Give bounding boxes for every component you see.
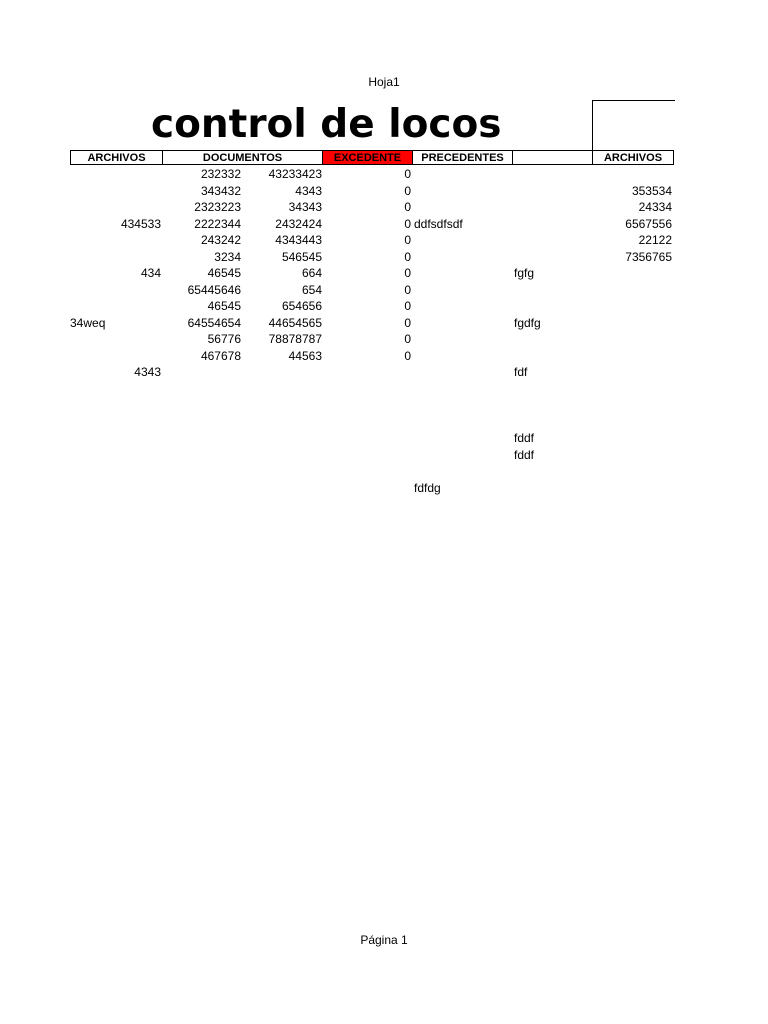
cell-a bbox=[70, 249, 161, 265]
cell-f bbox=[514, 183, 592, 199]
cell-g bbox=[594, 430, 672, 446]
cell-c: 4343443 bbox=[275, 233, 322, 247]
cell-g bbox=[594, 282, 672, 298]
cell-b: 46545 bbox=[207, 266, 241, 280]
cell-c: 654656 bbox=[281, 299, 322, 313]
cell-a bbox=[70, 183, 161, 199]
cell-d: 0 bbox=[404, 216, 411, 231]
cell-c bbox=[242, 480, 322, 496]
cell-a: 4343 bbox=[134, 365, 161, 379]
cell-b: 64554654 bbox=[187, 315, 241, 330]
cell-g bbox=[594, 364, 672, 380]
header-blank bbox=[512, 150, 593, 165]
cell-c bbox=[242, 430, 322, 446]
cell-g bbox=[594, 298, 672, 314]
cell-d: 0 bbox=[404, 249, 411, 264]
cell-f bbox=[514, 480, 592, 496]
cell-a bbox=[70, 199, 161, 215]
cell-e bbox=[414, 282, 512, 298]
cell-e bbox=[414, 249, 512, 265]
cell-d bbox=[322, 463, 411, 479]
header-archivos: ARCHIVOS bbox=[70, 150, 163, 165]
cell-b: 467678 bbox=[200, 348, 241, 363]
cell-a bbox=[70, 414, 161, 430]
cell-g bbox=[594, 480, 672, 496]
cell-d bbox=[322, 480, 411, 496]
cell-g bbox=[594, 463, 672, 479]
cell-g bbox=[594, 414, 672, 430]
cell-b bbox=[162, 430, 241, 446]
cell-a bbox=[70, 397, 161, 413]
cell-c: 2432424 bbox=[275, 216, 322, 231]
cell-c bbox=[242, 381, 322, 397]
cell-e bbox=[414, 348, 512, 364]
cell-c bbox=[242, 364, 322, 380]
cell-g: 24334 bbox=[638, 200, 672, 214]
cell-c: 43233423 bbox=[268, 167, 322, 181]
cell-c: 664 bbox=[301, 266, 322, 280]
cell-e bbox=[414, 298, 512, 314]
cell-a bbox=[70, 348, 161, 364]
cell-b: 65445646 bbox=[187, 282, 241, 297]
cell-e bbox=[414, 183, 512, 199]
cell-c: 546545 bbox=[281, 249, 322, 264]
cell-d: 0 bbox=[404, 282, 411, 297]
cell-g: 353534 bbox=[631, 183, 672, 198]
page-footer: Página 1 bbox=[360, 933, 408, 947]
cell-g: 6567556 bbox=[625, 216, 672, 231]
cell-e bbox=[414, 166, 512, 182]
cell-b bbox=[162, 480, 241, 496]
cell-f bbox=[514, 463, 592, 479]
cell-f bbox=[514, 298, 592, 314]
cell-g bbox=[594, 315, 672, 331]
cell-d bbox=[322, 430, 411, 446]
cell-e bbox=[414, 232, 512, 248]
header-excedente: EXCEDENTE bbox=[322, 150, 413, 165]
cell-c bbox=[242, 447, 322, 463]
cell-d bbox=[322, 414, 411, 430]
cell-a: 34weq bbox=[70, 315, 106, 330]
cell-e bbox=[414, 199, 512, 215]
cell-b: 56776 bbox=[207, 332, 241, 346]
cell-a bbox=[70, 381, 161, 397]
cell-a: 434 bbox=[140, 266, 161, 280]
cell-a bbox=[70, 232, 161, 248]
cell-a bbox=[70, 298, 161, 314]
cell-e bbox=[414, 331, 512, 347]
cell-d bbox=[322, 364, 411, 380]
sheet-name: Hoja1 bbox=[368, 75, 400, 89]
cell-d: 0 bbox=[404, 233, 411, 247]
cell-e bbox=[414, 414, 512, 430]
cell-a bbox=[70, 463, 161, 479]
cell-c: 44654565 bbox=[268, 315, 322, 330]
cell-b: 243242 bbox=[200, 233, 241, 247]
cell-e bbox=[414, 463, 512, 479]
cell-d: 0 bbox=[404, 348, 411, 363]
page-title: control de locos bbox=[151, 102, 502, 147]
cell-f bbox=[514, 232, 592, 248]
cell-c: 4343 bbox=[295, 183, 322, 198]
cell-g bbox=[594, 381, 672, 397]
cell-f: fdf bbox=[514, 365, 528, 379]
cell-b: 2222344 bbox=[194, 216, 241, 231]
cell-b bbox=[162, 463, 241, 479]
cell-f bbox=[514, 397, 592, 413]
cell-b: 2323223 bbox=[194, 200, 241, 214]
cell-g bbox=[594, 331, 672, 347]
cell-b: 232332 bbox=[200, 167, 241, 181]
cell-f bbox=[514, 348, 592, 364]
cell-f: fddf bbox=[514, 431, 535, 445]
cell-d bbox=[322, 447, 411, 463]
cell-g: 7356765 bbox=[625, 249, 672, 264]
cell-d: 0 bbox=[404, 200, 411, 214]
cell-b bbox=[162, 364, 241, 380]
cell-a bbox=[70, 430, 161, 446]
header-documentos: DOCUMENTOS bbox=[162, 150, 323, 165]
cell-f bbox=[514, 199, 592, 215]
cell-a bbox=[70, 282, 161, 298]
cell-c bbox=[242, 397, 322, 413]
cell-d: 0 bbox=[404, 167, 411, 181]
cell-c: 34343 bbox=[288, 200, 322, 214]
cell-f bbox=[514, 414, 592, 430]
cell-g bbox=[594, 447, 672, 463]
cell-d: 0 bbox=[404, 299, 411, 313]
cell-e bbox=[414, 364, 512, 380]
cell-d bbox=[322, 397, 411, 413]
cell-d bbox=[322, 381, 411, 397]
cell-d: 0 bbox=[404, 332, 411, 346]
cell-d: 0 bbox=[404, 266, 411, 280]
cell-e bbox=[414, 397, 512, 413]
cell-d: 0 bbox=[404, 183, 411, 198]
cell-a bbox=[70, 447, 161, 463]
cell-g bbox=[594, 397, 672, 413]
cell-f: fddf bbox=[514, 447, 535, 462]
cell-f: fgfg bbox=[514, 266, 535, 280]
cell-e: fdfdg bbox=[414, 480, 441, 495]
cell-d: 0 bbox=[404, 315, 411, 330]
cell-g bbox=[594, 265, 672, 281]
cell-e bbox=[414, 430, 512, 446]
cell-f: fgdfg bbox=[514, 315, 541, 330]
cell-g bbox=[594, 348, 672, 364]
cell-a bbox=[70, 480, 161, 496]
cell-f bbox=[514, 381, 592, 397]
cell-f bbox=[514, 249, 592, 265]
cell-e bbox=[414, 265, 512, 281]
cell-b bbox=[162, 381, 241, 397]
cell-e bbox=[414, 315, 512, 331]
cell-f bbox=[514, 166, 592, 182]
title-box bbox=[592, 100, 675, 151]
cell-b bbox=[162, 397, 241, 413]
cell-c bbox=[242, 463, 322, 479]
cell-c: 654 bbox=[301, 282, 322, 297]
cell-f bbox=[514, 331, 592, 347]
cell-a bbox=[70, 166, 161, 182]
cell-c: 44563 bbox=[288, 348, 322, 363]
cell-e: ddfsdfsdf bbox=[414, 216, 463, 231]
cell-g bbox=[594, 166, 672, 182]
cell-b bbox=[162, 447, 241, 463]
cell-b: 3234 bbox=[214, 249, 241, 264]
cell-a: 434533 bbox=[120, 216, 161, 231]
cell-e bbox=[414, 381, 512, 397]
cell-b: 46545 bbox=[207, 299, 241, 313]
cell-f bbox=[514, 216, 592, 232]
cell-c bbox=[242, 414, 322, 430]
cell-g: 22122 bbox=[638, 233, 672, 247]
cell-b: 343432 bbox=[200, 183, 241, 198]
header-archivos-2: ARCHIVOS bbox=[592, 150, 674, 165]
cell-b bbox=[162, 414, 241, 430]
cell-e bbox=[414, 447, 512, 463]
cell-c: 78878787 bbox=[268, 332, 322, 346]
cell-a bbox=[70, 331, 161, 347]
cell-f bbox=[514, 282, 592, 298]
header-precedentes: PRECEDENTES bbox=[412, 150, 513, 165]
